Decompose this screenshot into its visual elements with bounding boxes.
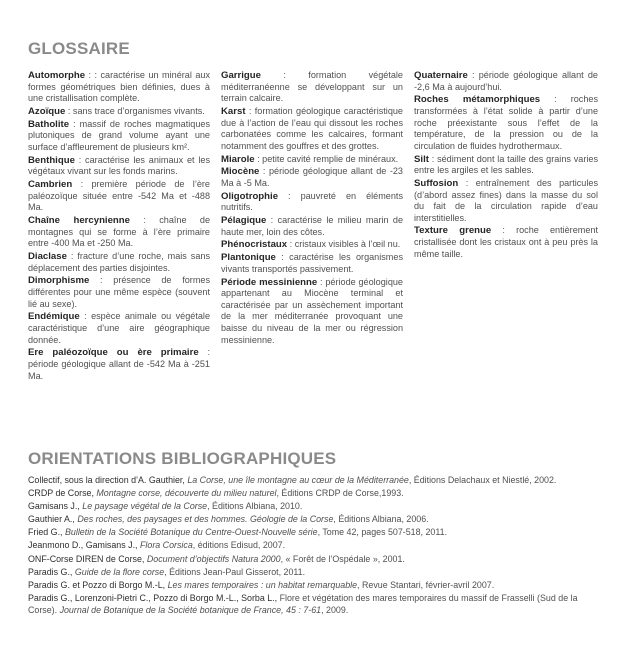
reference-details: , Éditions Albiana, 2006. <box>333 514 429 525</box>
glossary-term: Texture grenue <box>414 225 492 237</box>
glossary-definition: : formation végétale méditerranéenne se développant sur un terrain calcaire. <box>221 70 403 104</box>
bibliography-reference <box>28 539 598 551</box>
glossary-definition: : caractérise les organismes vivants transportés passivement. <box>221 252 403 274</box>
glossary-term: Miocène <box>221 166 260 178</box>
glossary-entry <box>221 154 403 166</box>
reference-authors: Paradis G. et Pozzo di Borgo M.-L, <box>28 579 168 590</box>
reference-details: Flore et végétation des mares temporaires du massif de Frasselli (Sud de la Corse). <box>28 592 578 615</box>
glossary-term: Batholite <box>28 118 70 130</box>
glossary-entry <box>221 277 403 347</box>
glossary-term: Ere paléozoïque ou ère primaire <box>28 347 199 359</box>
glossary-entry <box>414 178 598 224</box>
glossary-definition: : roche entièrement cristallisée dont les cristaux ont à peu près la même taille. <box>414 225 598 259</box>
glossary-definition: : période géologique allant de -542 Ma à -251 Ma. <box>28 347 210 381</box>
reference-title: Des roches, des paysages et des hommes. Géologie de la Corse <box>77 514 334 525</box>
bibliography-reference <box>28 513 598 525</box>
glossary-term: Diaclase <box>28 251 67 263</box>
glossary-entry <box>28 106 210 118</box>
glossary-definition: : pauvreté en éléments nutritifs. <box>221 190 403 213</box>
glossary-definition: : entraînement des particules (d’abord assez fines) dans la masse du sol du fait de la circulation rapide d’eau interstitielles. <box>414 177 598 223</box>
reference-details: , « Forêt de l’Ospédale », 2001. <box>280 553 405 564</box>
reference-title: Flora Corsica <box>139 540 193 551</box>
reference-details: , Tome 42, pages 507-518, 2011. <box>317 527 448 538</box>
glossary-entry <box>221 106 403 152</box>
glossary-term: Azoïque <box>28 105 66 117</box>
bibliography-reference <box>28 579 598 591</box>
glossary-column-1 <box>28 70 210 383</box>
reference-details: , Revue Stantari, février-avril 2007. <box>357 579 495 590</box>
reference-details: , 2009. <box>321 604 349 615</box>
bibliography-title: ORIENTATIONS BIBLIOGRAPHIQUES <box>28 449 337 468</box>
glossary-term: Benthique <box>28 154 75 166</box>
glossary-term: Silt <box>414 153 429 165</box>
reference-authors: Paradis G., Lorenzoni-Pietri C., Pozzo di Borgo M.-L., Sorba L., <box>28 592 280 603</box>
glossary-definition: : sédiment dont la taille des grains varies entre les argiles et les sables. <box>414 153 598 176</box>
glossary-term: Roches métamorphiques <box>414 94 541 106</box>
reference-details: , Éditions Jean-Paul Gisserot, 2011. <box>164 566 306 577</box>
glossary-term: Oligotrophie <box>221 190 279 202</box>
glossary-entry <box>28 311 210 346</box>
glossary-definition: : roches transformées à l’état solide à partir d’une roche préexistante sous l’effet de la température, de la pression ou de la circulation de fluides hydrothermaux. <box>414 94 598 151</box>
glossary-entry <box>28 155 210 178</box>
reference-title: Le paysage végétal de la Corse <box>82 501 208 512</box>
reference-authors: Fried G., <box>28 527 65 538</box>
glossary-definition: : : caractérise un minéral aux formes géométriques bien définies, dues à une cristallisation complète. <box>28 70 210 104</box>
reference-title: La Corse, une île montagne au cœur de la Méditerranée <box>187 475 409 485</box>
reference-authors: Paradis G., <box>28 566 75 577</box>
glossary-entry <box>28 347 210 382</box>
glossary-definition: : sans trace d’organismes vivants. <box>65 105 205 116</box>
reference-authors: Jeanmono D., Gamisans J., <box>28 540 140 551</box>
bibliography-reference <box>28 526 598 538</box>
reference-authors: ONF-Corse DIREN de Corse, <box>28 553 147 564</box>
reference-details: , éditions Edisud, 2007. <box>192 540 286 551</box>
glossary-term: Suffosion <box>414 177 459 189</box>
glossary-definition: : chaîne de montagnes qui se forme à l’ère primaire entre -400 Ma et -250 Ma. <box>28 215 210 249</box>
glossary-definition: : période géologique appartenant au Miocène terminal et caractérisée par un assèchement important de la mer méditerranée provoquant une baisse du niveau de la mer ou régression messinienne. <box>221 276 403 345</box>
reference-title: Guide de la flore corse <box>74 566 165 577</box>
glossary-definition: : période géologique allant de -23 Ma à -5 Ma. <box>221 166 403 188</box>
glossary-entry <box>221 166 403 189</box>
glossary-entry <box>28 275 210 310</box>
glossary-term: Karst <box>221 105 246 117</box>
glossary-entry <box>28 119 210 154</box>
glossary-definition: : formation géologique caractéristique due à l’action de l’eau qui dissout les roches carbonatées comme les calcaires, formant notamment des gouffres et des grottes. <box>221 105 403 151</box>
glossary-term: Phénocristaux <box>221 239 288 251</box>
glossary-term: Dimorphisme <box>28 275 90 287</box>
glossary-entry <box>221 215 403 238</box>
bibliography-reference <box>28 566 598 578</box>
bibliography-reference <box>28 553 598 565</box>
glossary-term: Garrigue <box>221 70 261 81</box>
glossary-entry <box>28 215 210 250</box>
reference-details: , Éditions Delachaux et Niestlé, 2002. <box>408 475 557 485</box>
glossary-definition: : fracture d’une roche, mais sans déplacement des parties disjointes. <box>28 251 210 273</box>
reference-title: Montagne corse, découverte du milieu naturel <box>96 488 277 499</box>
bibliography-reference <box>28 474 598 486</box>
glossary-term: Quaternaire <box>414 70 468 81</box>
glossary-column-3 <box>414 70 598 261</box>
glossary-entry <box>28 70 210 105</box>
glossary-title: GLOSSAIRE <box>28 39 130 58</box>
glossary-term: Cambrien <box>28 179 73 191</box>
glossary-definition: : espèce animale ou végétale caractéristique d’une aire géographique donnée. <box>28 311 210 345</box>
reference-title: Document d’objectifs Natura 2000 <box>146 553 281 564</box>
reference-journal: Journal de Botanique de la Société botanique de France, 45 : 7-61 <box>59 604 322 615</box>
glossary-column-2 <box>221 70 403 347</box>
glossary-term: Miarole <box>221 153 255 165</box>
glossary-definition: : cristaux visibles à l’œil nu. <box>287 239 401 250</box>
glossary-entry <box>221 191 403 214</box>
glossary-definition: : première période de l’ère paléozoïque située entre -542 Ma et -488 Ma. <box>28 179 210 213</box>
reference-title: Les mares temporaires : un habitat remarquable <box>167 579 358 590</box>
glossary-definition: : période géologique allant de -2,6 Ma à aujourd’hui. <box>414 70 598 92</box>
reference-details: , Éditions CRDP de Corse,1993. <box>276 488 404 499</box>
reference-details: , Éditions Albiana, 2010. <box>207 501 303 512</box>
reference-title: Bulletin de la Société Botanique du Centre-Ouest-Nouvelle série <box>65 527 318 538</box>
glossary-term: Plantonique <box>221 252 276 264</box>
reference-authors: Gamisans J., <box>28 501 83 512</box>
glossary-term: Chaîne hercynienne <box>28 215 130 227</box>
bibliography-reference <box>28 487 598 499</box>
glossary-entry <box>221 252 403 275</box>
glossary-entry <box>28 251 210 274</box>
glossary-entry <box>221 70 403 105</box>
reference-authors: CRDP de Corse, <box>28 488 97 499</box>
bibliography-list <box>28 474 598 617</box>
glossary-entry <box>414 225 598 260</box>
glossary-definition: : petite cavité remplie de minéraux. <box>254 153 399 164</box>
reference-authors: Gauthier A., <box>28 514 78 525</box>
glossary-definition: : caractérise le milieu marin de haute mer, loin des côtes. <box>221 215 403 237</box>
glossary-term: Endémique <box>28 311 80 323</box>
glossary-term: Pélagique <box>221 215 267 227</box>
glossary-entry <box>414 94 598 152</box>
glossary-term: Période messinienne <box>221 276 318 288</box>
glossary-definition: : présence de formes différentes pour une même espèce (souvent lié au sexe). <box>28 275 210 309</box>
bibliography-reference <box>28 500 598 512</box>
glossary-entry <box>414 70 598 93</box>
bibliography-reference <box>28 592 598 616</box>
glossary-entry <box>221 239 403 251</box>
glossary-term: Automorphe <box>28 70 86 81</box>
reference-authors: Collectif, sous la direction d’A. Gauthier, <box>28 475 188 485</box>
glossary-definition: : massif de roches magmatiques plutoniques de grand volume ayant une surface d’affleurement de plusieurs km². <box>28 118 210 152</box>
glossary-entry <box>414 154 598 177</box>
glossary-definition: : caractérise les animaux et les végétaux vivant sur les fonds marins. <box>28 154 210 177</box>
glossary-entry <box>28 179 210 214</box>
